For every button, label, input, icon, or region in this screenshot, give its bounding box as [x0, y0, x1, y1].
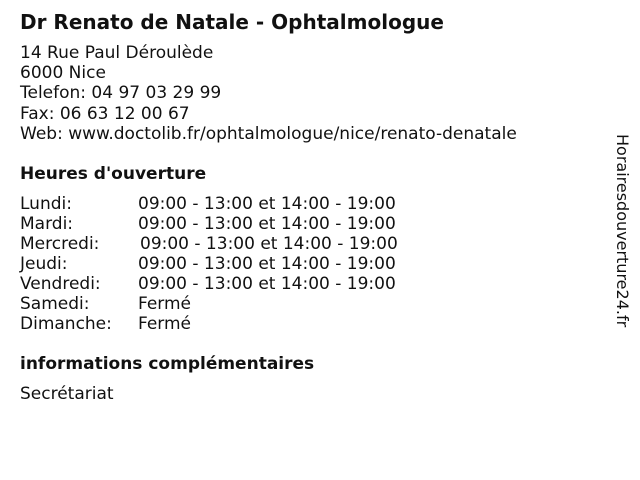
- time-range: Fermé: [138, 314, 192, 334]
- time-range: 09:00 - 13:00 et 14:00 - 19:00: [140, 234, 398, 254]
- day-label: Mercredi:: [20, 234, 100, 254]
- site-watermark: Horairesdouverture24.fr: [613, 134, 632, 328]
- opening-hours-heading: Heures d'ouverture: [20, 164, 207, 184]
- time-range: 09:00 - 13:00 et 14:00 - 19:00: [138, 274, 396, 294]
- time-range: Fermé: [138, 294, 192, 314]
- additional-info-text: Secrétariat: [20, 384, 114, 404]
- day-label: Samedi:: [20, 294, 90, 314]
- additional-info-heading: informations complémentaires: [20, 354, 315, 374]
- city: 6000 Nice: [20, 63, 106, 84]
- address-block: [20, 43, 517, 144]
- time-range: 09:00 - 13:00 et 14:00 - 19:00: [138, 214, 396, 234]
- street-address: 14 Rue Paul Déroulède: [20, 43, 214, 63]
- phone-number: Telefon: 04 97 03 29 99: [20, 83, 222, 104]
- day-label: Jeudi:: [20, 254, 68, 274]
- fax-number: Fax: 06 63 12 00 67: [20, 103, 190, 124]
- day-label: Dimanche:: [20, 314, 112, 334]
- page-title: Dr Renato de Natale - Ophtalmologue: [20, 10, 444, 34]
- day-label: Lundi:: [20, 194, 72, 214]
- day-label: Vendredi:: [20, 274, 101, 294]
- time-range: 09:00 - 13:00 et 14:00 - 19:00: [138, 254, 396, 274]
- day-label: Mardi:: [20, 214, 74, 234]
- time-range: 09:00 - 13:00 et 14:00 - 19:00: [138, 194, 396, 214]
- website: Web: www.doctolib.fr/ophtalmologue/nice/renato-denatale: [20, 123, 517, 144]
